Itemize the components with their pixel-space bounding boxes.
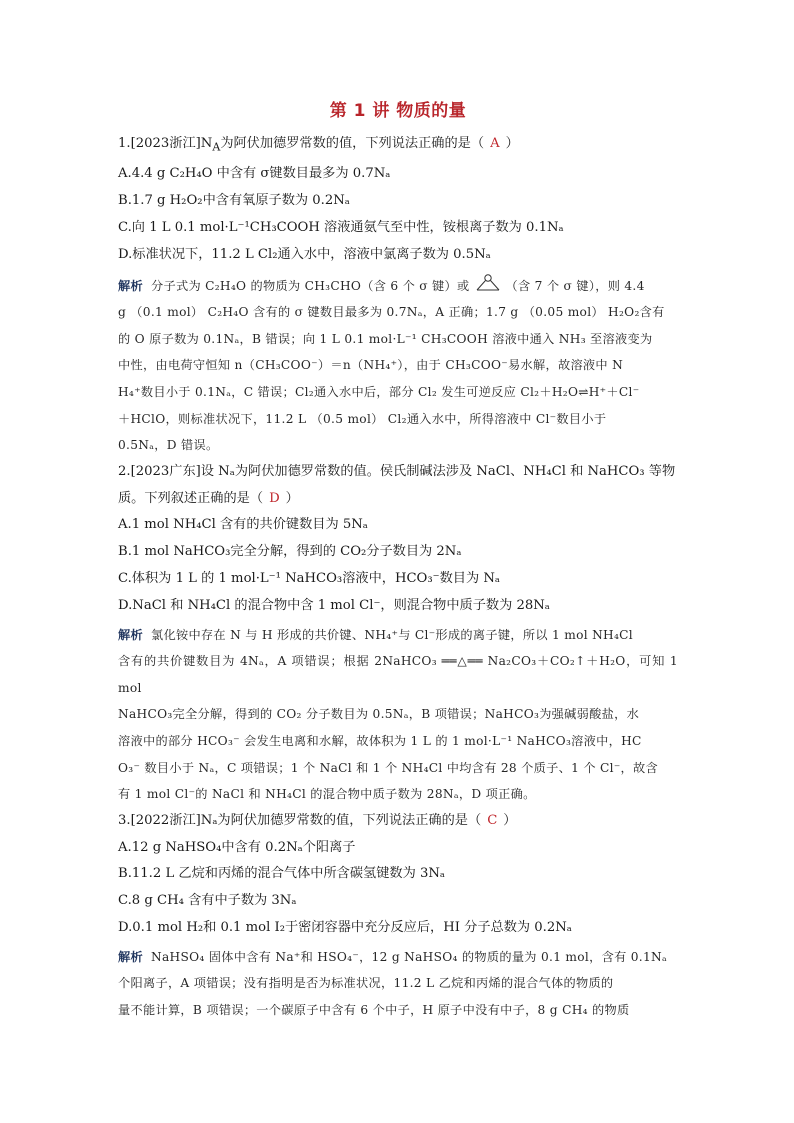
stem-text: 1.[2023浙江]N <box>118 136 213 151</box>
answer-mark: D <box>269 490 280 506</box>
question-stem: 3.[2022浙江]Nₐ为阿伏加德罗常数的值，下列说法正确的是（ C ） <box>118 812 517 828</box>
epoxide-structure-icon <box>474 274 502 292</box>
analysis-label: 解析 <box>118 278 143 293</box>
analysis-label: 解析 <box>118 627 143 642</box>
analysis-label: 解析 <box>118 949 143 964</box>
option-c: C.向 1 L 0.1 mol·L⁻¹CH₃COOH 溶液通氨气至中性，铵根离子数为 0.1Nₐ <box>118 220 564 236</box>
option-a: A.4.4 g C₂H₄O 中含有 σ键数目最多为 0.7Nₐ <box>118 166 391 182</box>
question-stem: 1.[2023浙江]$N_A$为阿伏加德罗常数的值，下列说法正确的是（ A ） <box>118 136 519 154</box>
question-2 <box>118 459 678 808</box>
stem-text: 为阿伏加德罗常数的值，下列说法正确的是（ <box>220 136 485 151</box>
option-d: D.标准状况下，11.2 L Cl₂通入水中，溶液中氯离子数为 0.5Nₐ <box>118 246 491 262</box>
question-stem: 2.[2023广东]设 Nₐ为阿伏加德罗常数的值。侯氏制碱法涉及 NaCl、NH₄Cl 和 NaHCO₃ 等物 <box>118 463 676 479</box>
option-a: A.12 g NaHSO₄中含有 0.2Nₐ个阳离子 <box>118 839 356 855</box>
document-page <box>118 96 678 1023</box>
option-b: B.1 mol NaHCO₃完全分解，得到的 CO₂分子数目为 2Nₐ <box>118 544 462 560</box>
analysis-block: 解析 氯化铵中存在 N 与 H 形成的共价键、NH₄⁺与 Cl⁻形成的离子键，所以 1 mol NH₄Cl 含有的共价键数目为 4Nₐ，A 项错误；根据 2NaHCO₃ ══△══ Na₂CO₃＋CO₂↑＋H₂O，可知 1 mol NaHCO₃完全分解，得到的 CO₂ 分子数目为 0.5Nₐ，B 项错误；NaHCO₃为强碱弱酸盐，水 溶液中的部分 HCO₃⁻ 会发生电离和水解，故体积为 1 L 的 1 mol·L⁻¹ NaHCO₃溶液中，HC O₃⁻ 数目小于 Nₐ，C 项错误；1 个 NaCl 和 1 个 NH₄Cl 中均含有 28 个质子、1 个 Cl⁻，故含 有 1 mol Cl⁻的 NaCl 和 NH₄Cl 的混合物中质子数为 28Nₐ，D 项正确。 <box>118 627 678 802</box>
option-c: C.8 g CH₄ 含有中子数为 3Nₐ <box>118 893 297 909</box>
answer-mark: A <box>490 136 500 151</box>
answer-mark: C <box>487 812 498 828</box>
question-1 <box>118 131 678 459</box>
option-b: B.11.2 L 乙烷和丙烯的混合气体中所含碳氢键数为 3Nₐ <box>118 866 445 882</box>
analysis-block: 解析 分子式为 C₂H₄O 的物质为 CH₃CHO（含 6 个 σ 键）或 （含 7 个 σ 键），则 4.4 g （0.1 mol） C₂H₄O 含有的 σ 键数目最多为 0.7Nₐ，A 正确；1.7 g （0.05 mol） H₂O₂含有 的 O 原子数为 0.1Nₐ，B 错误；向 1 L 0.1 mol·L⁻¹ CH₃COOH 溶液中通入 NH₃ 至溶液变为 中性，由电荷守恒知 n（CH₃COO⁻）＝n（NH₄⁺），由于 CH₃COO⁻易水解，故溶液中 N H₄⁺数目小于 0.1Nₐ，C 错误；Cl₂通入水中后，部分 Cl₂ 发生可逆反应 Cl₂＋H₂O⇌H⁺＋Cl⁻ ＋HClO，则标准状况下，11.2 L （0.5 mol） Cl₂通入水中，所得溶液中 Cl⁻数目小于 0.5Nₐ，D 错误。 <box>118 273 678 459</box>
analysis-block: 解析 NaHSO₄ 固体中含有 Na⁺和 HSO₄⁻，12 g NaHSO₄ 的物质的量为 0.1 mol，含有 0.1Nₐ 个阳离子，A 项错误；没有指明是否为标准状况，11.2 L 乙烷和丙烯的混合气体的物质的 量不能计算，B 项错误；一个碳原子中含有 6 个中子，H 原子中没有中子，8 g CH₄ 的物质 <box>118 949 668 1017</box>
option-a: A.1 mol NH₄Cl 含有的共价键数目为 5Nₐ <box>118 517 368 533</box>
page-title: 第 1 讲 物质的量 <box>329 101 467 121</box>
option-b: B.1.7 g H₂O₂中含有氧原子数为 0.2Nₐ <box>118 193 350 209</box>
option-d: D.NaCl 和 NH₄Cl 的混合物中含 1 mol Cl⁻，则混合物中质子数为 28Nₐ <box>118 597 550 613</box>
question-3 <box>118 808 678 1024</box>
option-c: C.体积为 1 L 的 1 mol·L⁻¹ NaHCO₃溶液中，HCO₃⁻数目为 Nₐ <box>118 570 500 586</box>
question-stem: 质。下列叙述正确的是（ D ） <box>118 490 299 506</box>
option-d: D.0.1 mol H₂和 0.1 mol I₂于密闭容器中充分反应后，HI 分子总数为 0.2Nₐ <box>118 919 572 935</box>
